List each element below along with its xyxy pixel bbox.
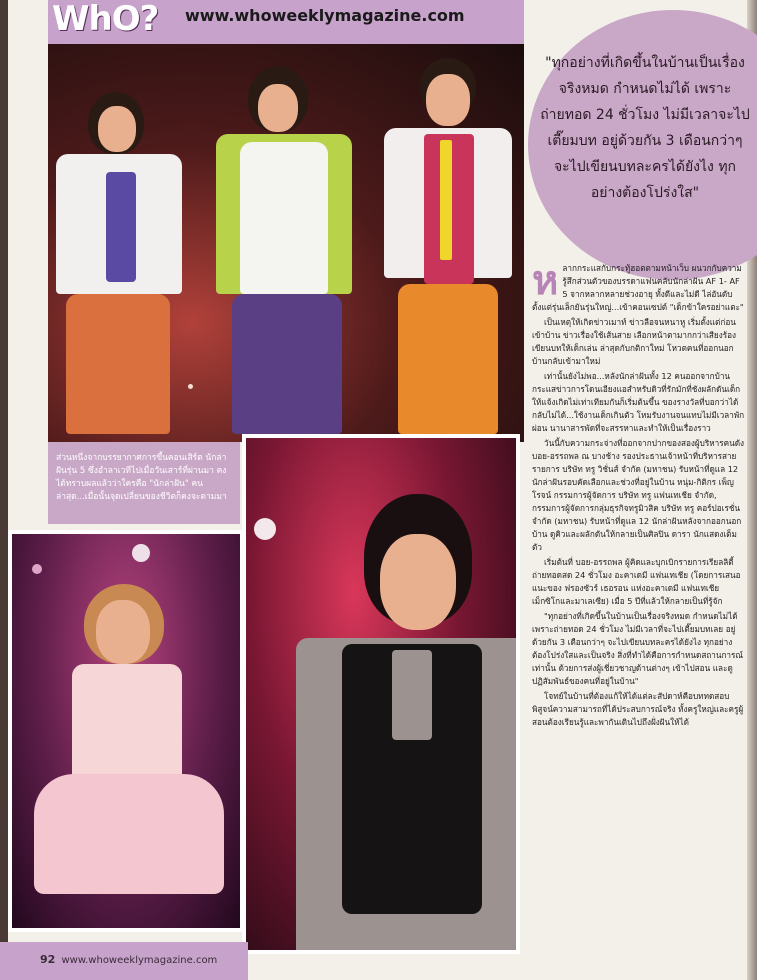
concert-photo-three-performers: [48, 44, 524, 442]
logo-text: WhO?: [52, 0, 159, 39]
article-paragraph: ลากกระแสกับกระทู้ฮอตตามหน้าเว็บ ผนวกกับความรู้สึกส่วนตัวของบรรดาแฟนคลับนักล่าฝัน AF 1- AF 5 จากหลากหลายช่วงอายุ ทั้งดีและไม่ดี ไล่อันดับตั้งแต่รุ่นเล็กยันรุ่นใหญ่...เข้าคอนเซปต์ "เด็กข้าใครอย่าแตะ": [532, 263, 744, 312]
drop-cap: ห: [532, 258, 559, 304]
article-paragraph: วันนี้กับความกระจ่างที่ออกจากปากของสองผู้บริหารคนดัง บอย-อรรถพล ณ บางช้าง รองประธานเจ้าหน้าที่บริหารสายรายการ บริษัท ทรู วิชั่นส์ จำกัด (มหาชน) รับหน้าที่ดูแล 12 นักล่าฝันรอบคัดเลือกและช่วงที่อยู่ในบ้าน หนุ่ม-กิติกร เพ็ญโรจน์ กรรมการผู้จัดการ บริษัท ทรู แฟนเทเชีย จำกัด, กรรมการผู้จัดการกลุ่มธุรกิจทรูมิวสิค บริษัท ทรู คอร์ปอเรชั่น จำกัด (มหาชน) รับหน้าที่ดูแล 12 นักล่าฝันหลังจากออกนอกบ้าน ดูคิวและผลักดันให้กลายเป็นศิลปิน ดารา นักแสดงเต็มตัว: [532, 438, 745, 552]
concert-photo-female-singer: [8, 530, 244, 932]
magazine-logo: [52, 0, 164, 38]
article-paragraph: โจทย์ในบ้านที่ต้องแก้ให้ได้แต่ละสัปดาห์คือบททดสอบพิสูจน์ความสามารถที่ได้ประสบการณ์จริง ทั้งครูใหญ่และครูผู้สอนต้องเรียนรู้และพากันเดินไปถึงฝั่งฝันให้ได้: [532, 691, 744, 727]
page-footer: [40, 953, 217, 966]
article-paragraph: "ทุกอย่างที่เกิดขึ้นในบ้านเป็นเรื่องจริงหมด กำหนดไม่ได้ เพราะถ่ายทอด 24 ชั่วโมง ไม่มีเวลาที่จะไปเตี๊ยมบทเลย อยู่ด้วยกัน 3 เดือนกว่าๆ จะไปเขียนบทละครได้ยังไง ทุกอย่างต้องโปร่งใสและเป็นจริง สิ่งที่ทำได้คือการกำหนดสถานการณ์เท่านั้น ด้วยการส่งผู้เชี่ยวชาญด้านต่างๆ เข้าไปสอน และดูปฏิสัมพันธ์ของคนที่อยู่ในบ้าน": [532, 611, 744, 686]
pull-quote: "ทุกอย่างที่เกิดขึ้นในบ้านเป็นเรื่องจริงหมด กำหนดไม่ได้ เพราะถ่ายทอด 24 ชั่วโมง ไม่มีเวลาจะไปเตี๊ยมบท อยู่ด้วยกัน 3 เดือนกว่าๆ จะไปเขียนบทละครได้ยังไง ทุกอย่างต้องโปร่งใส": [540, 55, 750, 201]
header-url: www.whoweeklymagazine.com: [185, 6, 465, 25]
footer-url: www.whoweeklymagazine.com: [61, 955, 218, 966]
article-paragraph: เป็นเหตุให้เกิดข่าวเมาท์ ข่าวลือจนหนาหู เริ่มตั้งแต่ก่อนเข้าบ้าน ข่าวเรื่องใช้เส้นสาย เลือกหน้าตามากกว่าเสียงร้อง เขียนบทให้เด็กเล่น ล่าสุดกับกติกาใหม่ โหวตคนที่ออกนอกบ้านกลับเข้ามาใหม่: [532, 317, 737, 366]
page-spine-left: [0, 0, 8, 980]
article-body: [532, 258, 746, 952]
concert-photo-male-singer: [242, 434, 520, 954]
photo-caption: ส่วนหนึ่งจากบรรยากาศการขึ้นคอนเสิร์ต นักล่าฝันรุ่น 5 ซึ่งอำลาเวทีไปเมื่อวันเสาร์ที่ผ่านมา คงได้ทราบผลแล้วว่าใครคือ "นักล่าฝัน" คนล่าสุด...เมื่อนั้นจุดเปลี่ยนของชีวิตก็คงจะตามมา: [56, 453, 227, 502]
article-paragraph: เริ่มต้นที่ บอย-อรรถพล ผู้คิดและบุกเบิกรายการเรียลลิตี้ถ่ายทอดสด 24 ชั่วโมง อะคาเดมี แฟนเทเชีย (โดยการเสนอแนะของ ฟรองซัวร์ เธอรอน แห่งอะคาเดมี แฟนเทเชีย เม็กซิโกและมาเลเซีย) เมื่อ 5 ปีที่แล้วให้กลายเป็นที่รู้จัก: [532, 557, 741, 606]
page-number: 92: [40, 953, 56, 966]
article-paragraph: เท่านั้นยังไม่พอ...หลังนักล่าฝันทั้ง 12 คนออกจากบ้าน กระแสข่าวการโดนเอียงแอสำหรับดิวที่รักมักที่ชังผลักดันเด็กให้แจ้งเกิดไม่เท่าเทียมกันก็เริ่มต้นขึ้น ของรางวัลที่บอกว่าได้กลับไม่ได้...ใช้งานเด็กเกินตัว โหมรับงานจนแทบไม่มีเวลาพักผ่อน นานาสารพัดที่จะสรรหาและทำให้เป็นเรื่องราว: [532, 371, 745, 433]
